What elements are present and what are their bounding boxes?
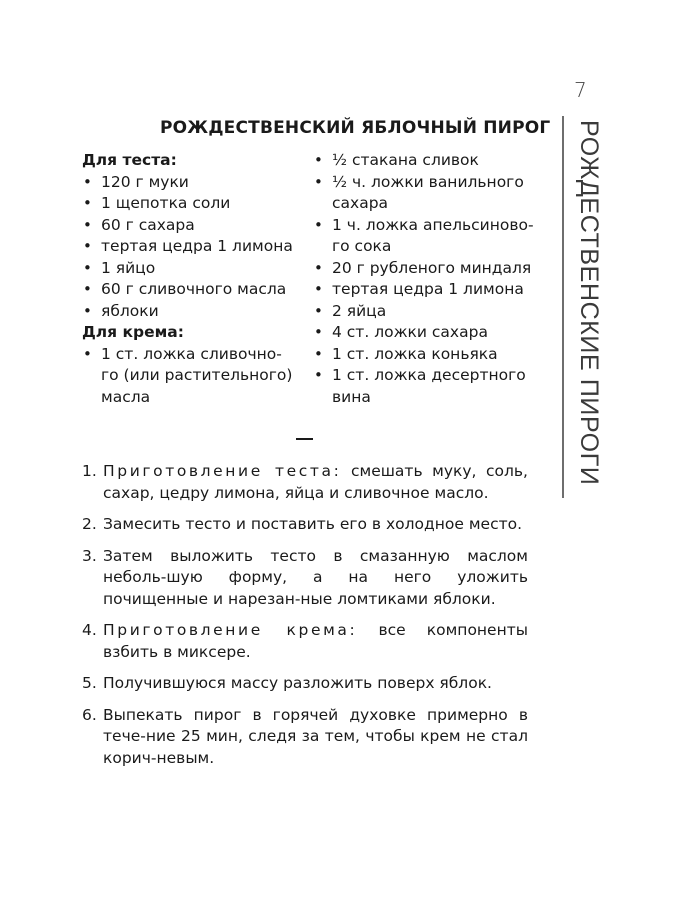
cream-ingredient-list-part1	[82, 344, 297, 409]
list-item: • 1 ст. ложка сливочно- го (или растительного) масла	[83, 344, 293, 406]
side-rule	[562, 116, 564, 498]
list-item: • 2 яйца	[313, 301, 535, 323]
list-item: • 60 г сахара	[82, 215, 297, 237]
list-item: • 20 г рубленого миндаля	[313, 258, 535, 280]
list-item: • тертая цедра 1 лимона	[82, 236, 297, 258]
step-lead: Приготовление теста:	[103, 462, 342, 480]
list-item: • яблоки	[82, 301, 297, 323]
ingredients-right-column	[313, 150, 535, 408]
cream-ingredient-list-part2	[313, 150, 535, 408]
ingredients-left-column	[82, 150, 297, 408]
step-item: 1. Приготовление теста: смешать муку, соль, сахар, цедру лимона, яйца и сливочное масло.	[82, 462, 528, 502]
bullet-icon: •	[83, 344, 92, 363]
bullet-icon: •	[314, 301, 323, 320]
recipe-title: РОЖДЕСТВЕНСКИЙ ЯБЛОЧНЫЙ ПИРОГ	[160, 118, 551, 138]
bullet-icon: •	[314, 258, 323, 277]
step-item: 3. Затем выложить тесто в смазанную маслом неболь-шую форму, а на него уложить почищенные и нарезан-ные ломтиками яблоки.	[82, 546, 528, 608]
bullet-icon: •	[314, 280, 323, 298]
section-divider	[296, 438, 313, 440]
list-item: • 120 г муки	[82, 172, 297, 194]
list-item: • 1 яйцо	[82, 258, 297, 280]
bullet-icon: •	[83, 172, 92, 191]
step-item: 4. Приготовление крема: все компоненты взбить в миксере.	[82, 621, 528, 661]
page-number: 7	[574, 78, 587, 102]
list-item: • ½ ч. ложки ванильного сахара	[314, 172, 524, 212]
bullet-icon: •	[314, 172, 323, 191]
step-item: 2. Замесить тесто и поставить его в холодное место.	[82, 515, 523, 533]
list-item: • ½ стакана сливок	[313, 150, 535, 172]
bullet-icon: •	[83, 194, 92, 212]
dough-heading: Для теста:	[82, 151, 177, 169]
list-item: • 1 щепотка соли	[82, 193, 297, 215]
list-item: • 1 ч. ложка апельсиново- го сока	[314, 215, 534, 255]
bullet-icon: •	[83, 301, 92, 320]
list-item: • 1 ст. ложка коньяка	[313, 344, 535, 366]
preparation-steps	[82, 461, 528, 779]
bullet-icon: •	[314, 215, 323, 234]
bullet-icon: •	[83, 258, 92, 277]
list-item: • 60 г сливочного масла	[82, 279, 297, 301]
cream-heading: Для крема:	[82, 323, 184, 341]
step-lead: Приготовление крема:	[103, 621, 358, 639]
dough-ingredient-list	[82, 172, 297, 323]
bullet-icon: •	[83, 215, 92, 234]
bullet-icon: •	[83, 280, 92, 298]
bullet-icon: •	[314, 344, 323, 363]
side-chapter-title: РОЖДЕСТВЕНСКИЕ ПИРОГИ	[575, 120, 603, 486]
step-item: 5. Получившуюся массу разложить поверх яблок.	[82, 674, 492, 692]
bullet-icon: •	[314, 366, 323, 384]
bullet-icon: •	[314, 151, 323, 169]
list-item: • 1 ст. ложка десертного вина	[314, 366, 526, 406]
list-item: • тертая цедра 1 лимона	[313, 279, 535, 301]
list-item: • 4 ст. ложки сахара	[313, 322, 535, 344]
bullet-icon: •	[83, 237, 92, 255]
step-item: 6. Выпекать пирог в горячей духовке примерно в тече-ние 25 мин, следя за тем, чтобы крем не стал корич-невым.	[82, 705, 528, 767]
bullet-icon: •	[314, 323, 323, 341]
